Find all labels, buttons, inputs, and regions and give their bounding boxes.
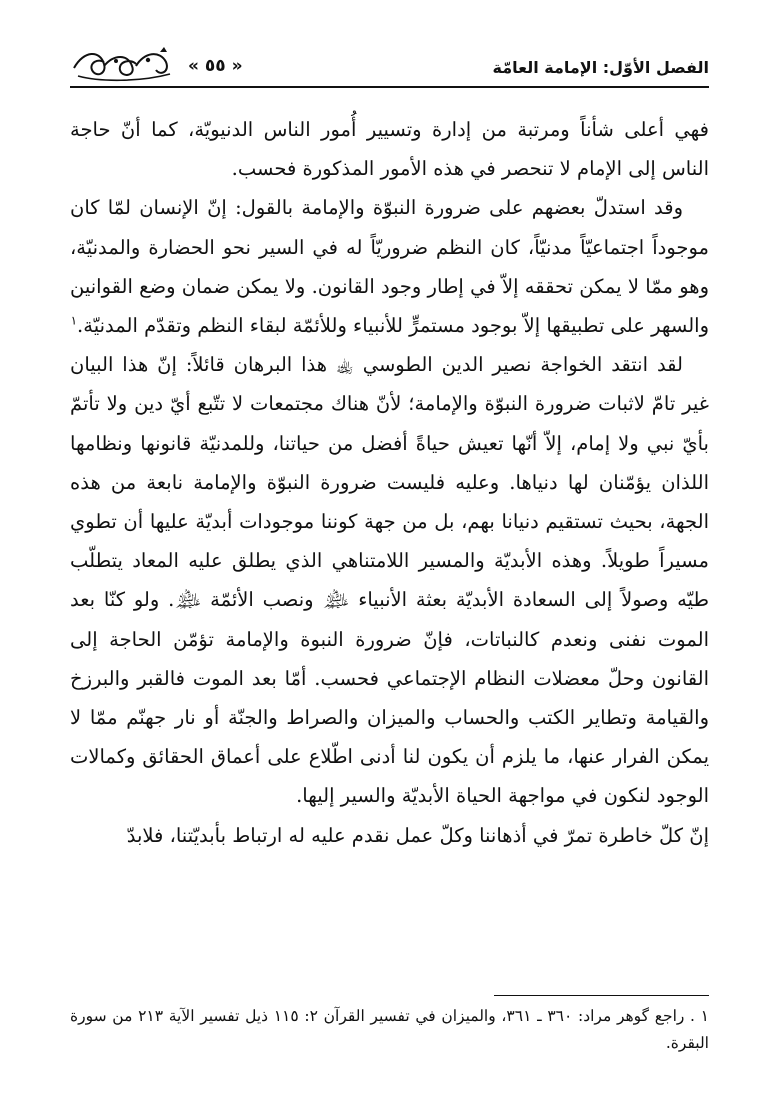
paragraph-text: وقد استدلّ بعضهم على ضرورة النبوّة والإمامة بالقول: إنّ الإنسان لمّا كان موجوداً اجتماعيّاً مدنيّاً، كان النظم ضروريّاً له في السير نحو الحضارة والمدنيّة، وهو ممّا لا يمكن تحققه إلاّ في إطار وجود القانون. ولا يمكن ضمان وضع القوانين والسهر على تطبيقها إلاّ بوجود مستمرٍّ للأنبياء وللأئمّة لبقاء النظم وتقدّم المدنيّة.: [70, 196, 709, 338]
decorative-ornament-icon: [70, 44, 176, 84]
page-header: [70, 44, 709, 84]
footnote: ١ . راجع گوهر مراد: ٣٦٠ ـ ٣٦١، والميزان في تفسير القرآن ٢: ١١٥ ذيل تفسير الآية ٢١٣ من سورة البقرة.: [70, 1007, 709, 1052]
footnote-marker: ١: [70, 313, 78, 328]
chapter-title: الفصل الأوّل: الإمامة العامّة: [492, 58, 709, 77]
paragraph: إنّ كلّ خاطرة تمرّ في أذهاننا وكلّ عمل نقدم عليه له ارتباط بأبديّتنا، فلابدّ: [126, 823, 709, 847]
paragraph: لقد انتقد الخواجة نصير الدين الطوسي ﵀ هذا البرهان قائلاً: إنّ هذا البيان غير تامّ لاثبات ضرورة النبوّة والإمامة؛ لأنّ هناك مجتمعات لا تتّبع أيّ دين ولا تأتمّ بأيّ نبي ولا إمام، إلاّ أنّها تعيش حياةً أفضل من حياتنا، وللمدنيّة قانونها ونظامها اللذان يؤمّنان لها دنياها. وعليه فليست ضرورة النبوّة والإمامة نابعة من هذه الجهة، بحيث تستقيم دنيانا بهم، بل من جهة كوننا موجودات أبديّة عليها أن تطوي مسيراً طويلاً. وهذه الأبديّة والمسير اللامتناهي الذي يطلق عليه المعاد يتطلّب طيّه وصولاً إلى السعادة الأبديّة بعثة الأنبياء ﵈ ونصب الأئمّة ﵈. ولو كنّا بعد الموت نفنى ونعدم كالنباتات، فإنّ ضرورة النبوة والإمامة تؤمّن الحاجة إلى القانون وحلّ معضلات النظام الإجتماعي فحسب. أمّا بعد الموت فالقبر والبرزخ والقيامة وتطاير الكتب والحساب والميزان والصراط والجنّة أو نار جهنّم ممّا لا يمكن الفرار عنها، ما يلزم أن يكون لنا أدنى اطّلاع على أعماق الحقائق وكمالات الوجود لنكون في مواجهة الحياة الأبديّة والسير إليها.: [70, 353, 709, 808]
paragraph: فهي أعلى شأناً ومرتبة من إدارة وتسيير أُمور الناس الدنيويّة، كما أنّ حاجة الناس إلى الإمام لا تنحصر في هذه الأمور المذكورة فحسب.: [70, 118, 709, 181]
page-number: « ٥٥ »: [188, 56, 243, 76]
main-text: [70, 110, 709, 855]
paragraph: [70, 188, 709, 345]
header-divider: [70, 86, 709, 88]
footnote-divider: [494, 995, 709, 996]
